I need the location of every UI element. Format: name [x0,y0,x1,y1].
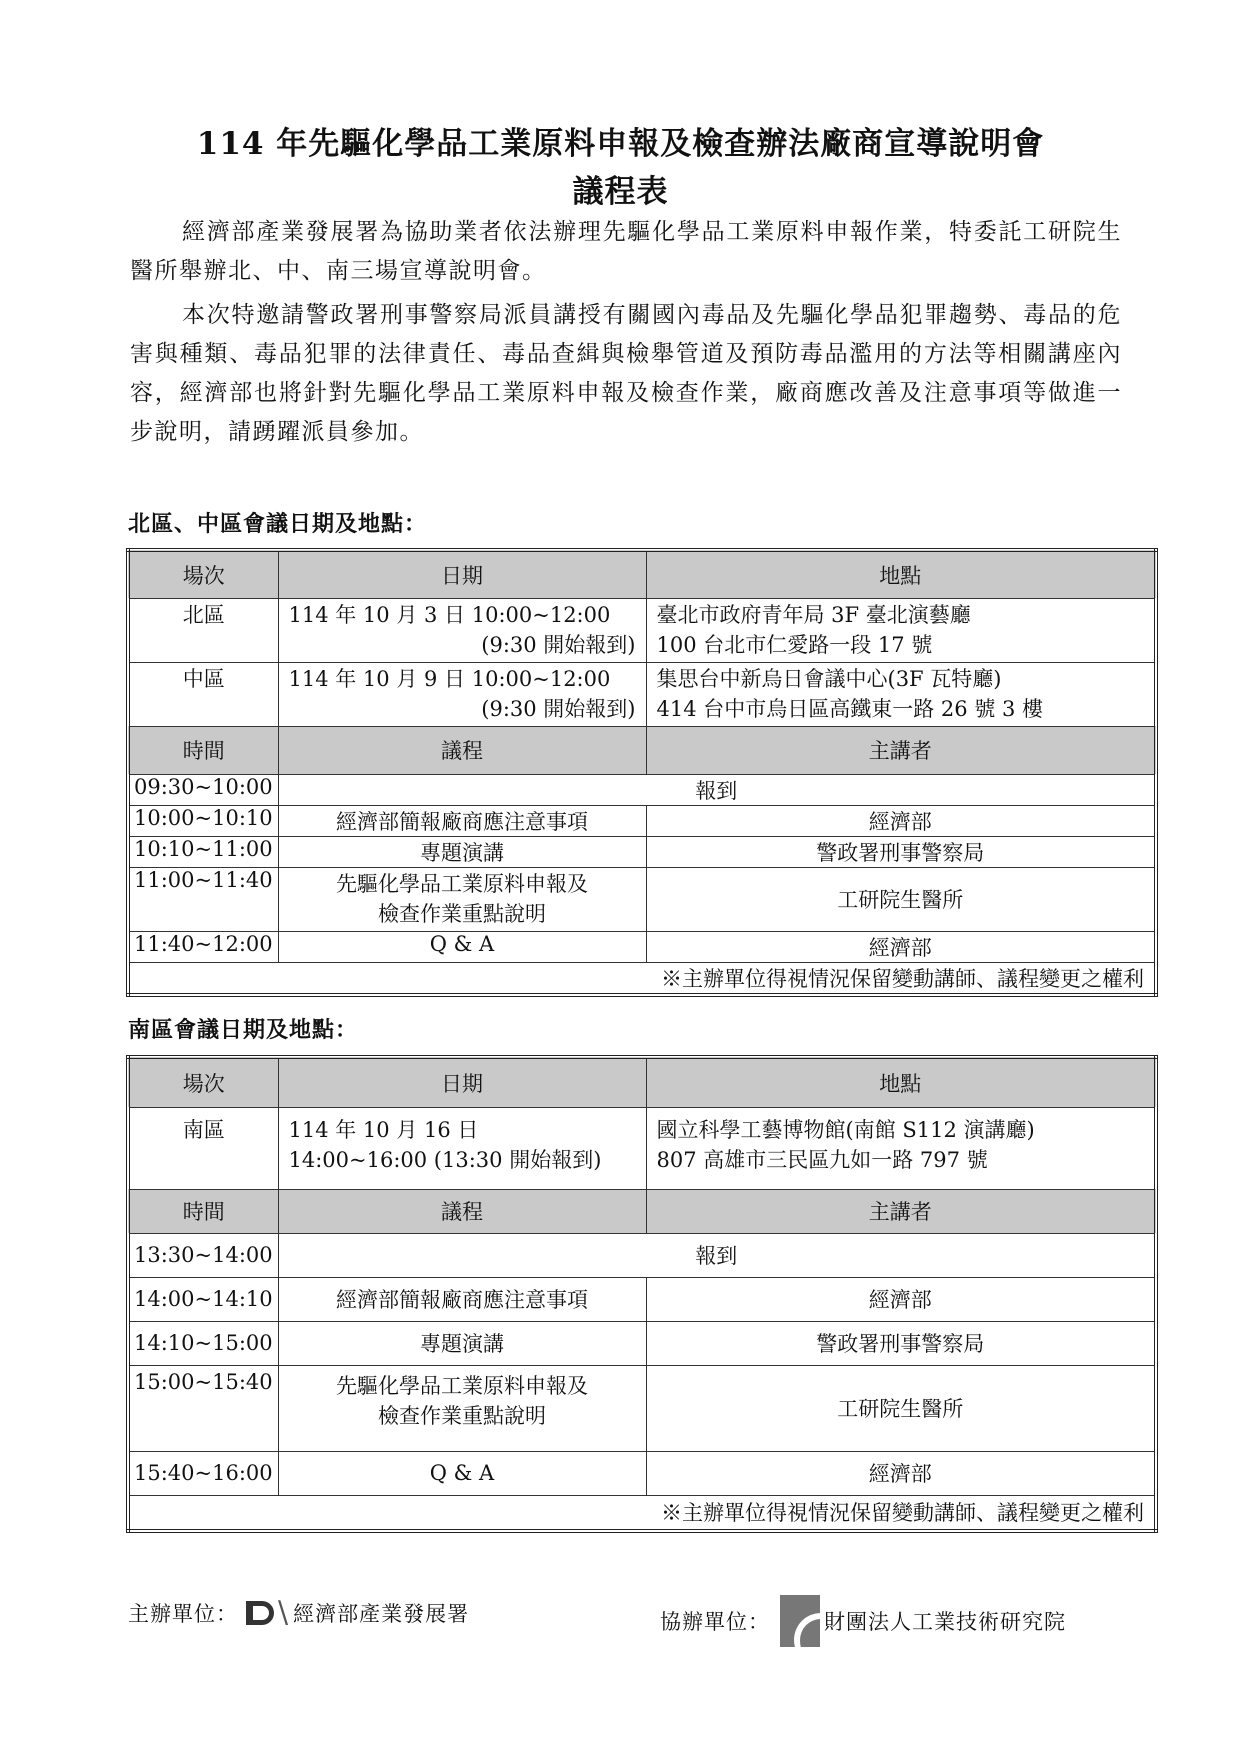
agenda-speaker: 警政署刑事警察局 [646,1321,1156,1365]
agenda-item: 經濟部簡報廠商應注意事項 [278,1277,646,1321]
session-name: 中區 [128,662,278,726]
disclaimer-note: ※主辦單位得視情況保留變動講師、議程變更之權利 [128,1495,1156,1531]
agenda-item: 專題演講 [278,1321,646,1365]
date-line: 114 年 10 月 3 日 10:00~12:00 [288,602,611,627]
agenda-item [278,1365,646,1451]
agenda-speaker: 經濟部 [646,805,1156,836]
agenda-row [128,867,1156,931]
agenda-item: Q & A [278,931,646,962]
agenda-row [128,774,1156,805]
session-row [128,662,1156,726]
north-central-table [126,548,1158,997]
agenda-row [128,931,1156,962]
agenda-time: 15:40~16:00 [128,1451,278,1495]
address-line: 414 台中市烏日區高鐵東一路 26 號 3 樓 [656,696,1044,721]
north-central-heading: 北區、中區會議日期及地點： [128,511,428,537]
agenda-speaker: 警政署刑事警察局 [646,836,1156,867]
agenda-item: Q & A [278,1451,646,1495]
agenda-item-line: 檢查作業重點說明 [378,1403,546,1428]
agenda-row [128,1321,1156,1365]
co-organizer-label: 協辦單位： [660,1610,770,1634]
agenda-speaker: 經濟部 [646,931,1156,962]
session-row [128,598,1156,662]
agenda-row [128,1233,1156,1277]
intro-paragraph-1: 經濟部產業發展署為協助業者依法辦理先驅化學品工業原料申報作業，特委託工研院生醫所舉辦北、中、南三場宣導說明會。 [130,219,1122,284]
agenda-item: 報到 [278,1233,1156,1277]
session-location [646,662,1156,726]
header-cell: 場次 [128,550,278,598]
agenda-speaker: 經濟部 [646,1451,1156,1495]
header-cell: 地點 [646,550,1156,598]
session-location [646,1107,1156,1189]
checkin-line: (9:30 開始報到) [481,696,636,721]
session-date [278,662,646,726]
agenda-speaker: 工研院生醫所 [646,1365,1156,1451]
itri-logo-icon [780,1595,820,1647]
header-cell: 時間 [128,1189,278,1233]
table-header-row [128,1057,1156,1107]
agenda-time: 14:10~15:00 [128,1321,278,1365]
co-organizer [660,1595,1066,1647]
address-line: 100 台北市仁愛路一段 17 號 [656,632,933,657]
agenda-row [128,805,1156,836]
header-cell: 主講者 [646,1189,1156,1233]
organizer-label: 主辦單位： [128,1601,238,1626]
session-location [646,598,1156,662]
ida-logo-icon [246,1601,274,1625]
agenda-item: 報到 [278,774,1156,805]
checkin-line: (9:30 開始報到) [481,632,636,657]
note-row [128,962,1156,995]
venue-line: 臺北市政府青年局 3F 臺北演藝廳 [656,602,971,627]
organizer-name: 經濟部產業發展署 [293,1601,470,1626]
agenda-header-row [128,1189,1156,1233]
agenda-item-line: 先驅化學品工業原料申報及 [336,871,588,896]
venue-line: 集思台中新烏日會議中心(3F 瓦特廳) [656,666,1002,691]
agenda-time: 10:00~10:10 [128,805,278,836]
header-cell: 場次 [128,1057,278,1107]
session-date [278,1107,646,1189]
agenda-time: 09:30~10:00 [128,774,278,805]
agenda-item [278,867,646,931]
disclaimer-note: ※主辦單位得視情況保留變動講師、議程變更之權利 [128,962,1156,995]
session-row [128,1107,1156,1189]
agenda-row [128,1451,1156,1495]
document-subtitle: 議程表 [572,174,669,210]
venue-line: 國立科學工藝博物館(南館 S112 演講廳) [656,1117,1035,1142]
agenda-item: 專題演講 [278,836,646,867]
agenda-row [128,1365,1156,1451]
logo-slash-icon: \ [278,1595,290,1630]
header-cell: 議程 [278,726,646,774]
agenda-item-line: 檢查作業重點說明 [378,901,546,926]
agenda-time: 15:00~15:40 [128,1365,278,1451]
header-cell: 主講者 [646,726,1156,774]
document-title: 114 年先驅化學品工業原料申報及檢查辦法廠商宣導說明會 [196,126,1045,162]
co-organizer-name: 財團法人工業技術研究院 [824,1610,1066,1634]
agenda-row [128,836,1156,867]
agenda-item-line: 先驅化學品工業原料申報及 [336,1373,588,1398]
table-header-row [128,550,1156,598]
intro-paragraph-2: 本次特邀請警政署刑事警察局派員講授有關國內毒品及先驅化學品犯罪趨勢、毒品的危害與種類、毒品犯罪的法律責任、毒品查緝與檢舉管道及預防毒品濫用的方法等相關講座內容，經濟部也將針對先驅化學品工業原料申報及檢查作業，廠商應改善及注意事項等做進一步說明，請踴躍派員參加。 [130,302,1122,445]
header-cell: 日期 [278,1057,646,1107]
date-line: 114 年 10 月 16 日 [288,1117,479,1142]
header-cell: 時間 [128,726,278,774]
agenda-time: 11:00~11:40 [128,867,278,931]
address-line: 807 高雄市三民區九如一路 797 號 [656,1147,988,1172]
agenda-time: 13:30~14:00 [128,1233,278,1277]
agenda-speaker: 經濟部 [646,1277,1156,1321]
agenda-time: 14:00~14:10 [128,1277,278,1321]
agenda-header-row [128,726,1156,774]
agenda-time: 11:40~12:00 [128,931,278,962]
header-cell: 日期 [278,550,646,598]
header-cell: 地點 [646,1057,1156,1107]
time-line: 14:00~16:00 (13:30 開始報到) [288,1147,602,1172]
note-row [128,1495,1156,1531]
organizer [128,1595,469,1630]
header-cell: 議程 [278,1189,646,1233]
agenda-row [128,1277,1156,1321]
agenda-time: 10:10~11:00 [128,836,278,867]
south-heading: 南區會議日期及地點： [128,1017,359,1043]
session-name: 南區 [128,1107,278,1189]
session-date [278,598,646,662]
south-table [126,1055,1158,1533]
date-line: 114 年 10 月 9 日 10:00~12:00 [288,666,611,691]
agenda-item: 經濟部簡報廠商應注意事項 [278,805,646,836]
session-name: 北區 [128,598,278,662]
agenda-speaker: 工研院生醫所 [646,867,1156,931]
